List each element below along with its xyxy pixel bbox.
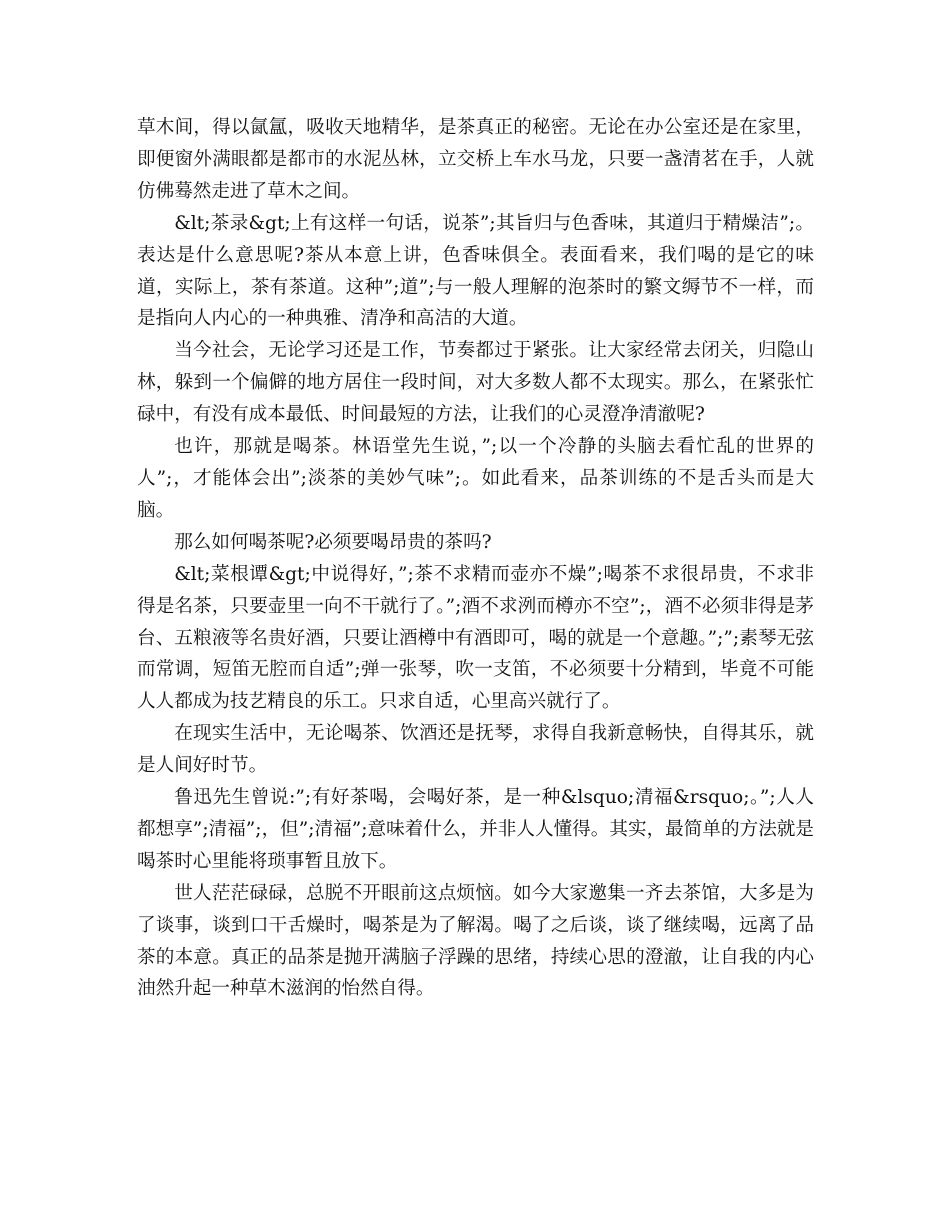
paragraph-6: &lt;菜根谭&gt;中说得好，”;茶不求精而壶亦不燥”;喝茶不求很昂贵，不求非得是名茶，只要壶里一向不干就行了。”;酒不求洌而樽亦不空”;，酒不必须非得是茅台、五粮液等名贵好酒，只要让酒樽中有酒即可，喝的就是一个意趣。”;”;素琴无弦而常调，短笛无腔而自适”;弹一张琴，吹一支笛，不必须要十分精到，毕竟不可能人人都成为技艺精良的乐工。只求自适，心里高兴就行了。	[137, 563, 814, 713]
paragraph-8: 鲁迅先生曾说:”;有好茶喝，会喝好茶，是一种&lsquo;清福&rsquo;。”;人人都想享”;清福”;，但”;清福”;意味着什么，并非人人懂得。其实，最简单的方法就是喝茶时心里能将琐事暂且放下。	[137, 787, 814, 872]
paragraph-5: 那么如何喝茶呢?必须要喝昂贵的茶吗?	[174, 531, 492, 553]
paragraph-3: 当今社会，无论学习还是工作，节奏都过于紧张。让大家经常去闭关，归隐山林，躲到一个偏僻的地方居住一段时间，对大多数人都不太现实。那么，在紧张忙碌中，有没有成本最低、时间最短的方法，让我们的心灵澄净清澈呢?	[137, 340, 814, 426]
paragraph-2: &lt;茶录&gt;上有这样一句话，说茶”;其旨归与色香味，其道归于精燥洁”;。表达是什么意思呢?茶从本意上讲，色香味俱全。表面看来，我们喝的是它的味道，实际上，茶有茶道。这种”;道”;与一般人理解的泡茶时的繁文缛节不一样，而是指向人内心的一种典雅、清净和高洁的大道。	[137, 212, 814, 330]
document-body	[137, 112, 814, 1005]
paragraph-9: 世人茫茫碌碌，总脱不开眼前这点烦恼。如今大家邀集一齐去茶馆，大多是为了谈事，谈到口干舌燥时，喝茶是为了解渴。喝了之后谈，谈了继续喝，远离了品茶的本意。真正的品茶是抛开满脑子浮躁的思绪，持续心思的澄澈，让自我的内心油然升起一种草木滋润的怡然自得。	[137, 882, 814, 1000]
paragraph-4: 也许，那就是喝茶。林语堂先生说，”;以一个冷静的头脑去看忙乱的世界的人”;，才能体会出”;淡茶的美妙气味”;。如此看来，品茶训练的不是舌头而是大脑。	[137, 436, 814, 521]
paragraph-7: 在现实生活中，无论喝茶、饮酒还是抚琴，求得自我新意畅快，自得其乐，就是人间好时节。	[137, 723, 814, 777]
paragraph-1: 草木间，得以氤氲，吸收天地精华，是茶真正的秘密。无论在办公室还是在家里，即便窗外满眼都是都市的水泥丛林，立交桥上车水马龙，只要一盏清茗在手，人就仿佛蓦然走进了草木之间。	[137, 117, 814, 202]
